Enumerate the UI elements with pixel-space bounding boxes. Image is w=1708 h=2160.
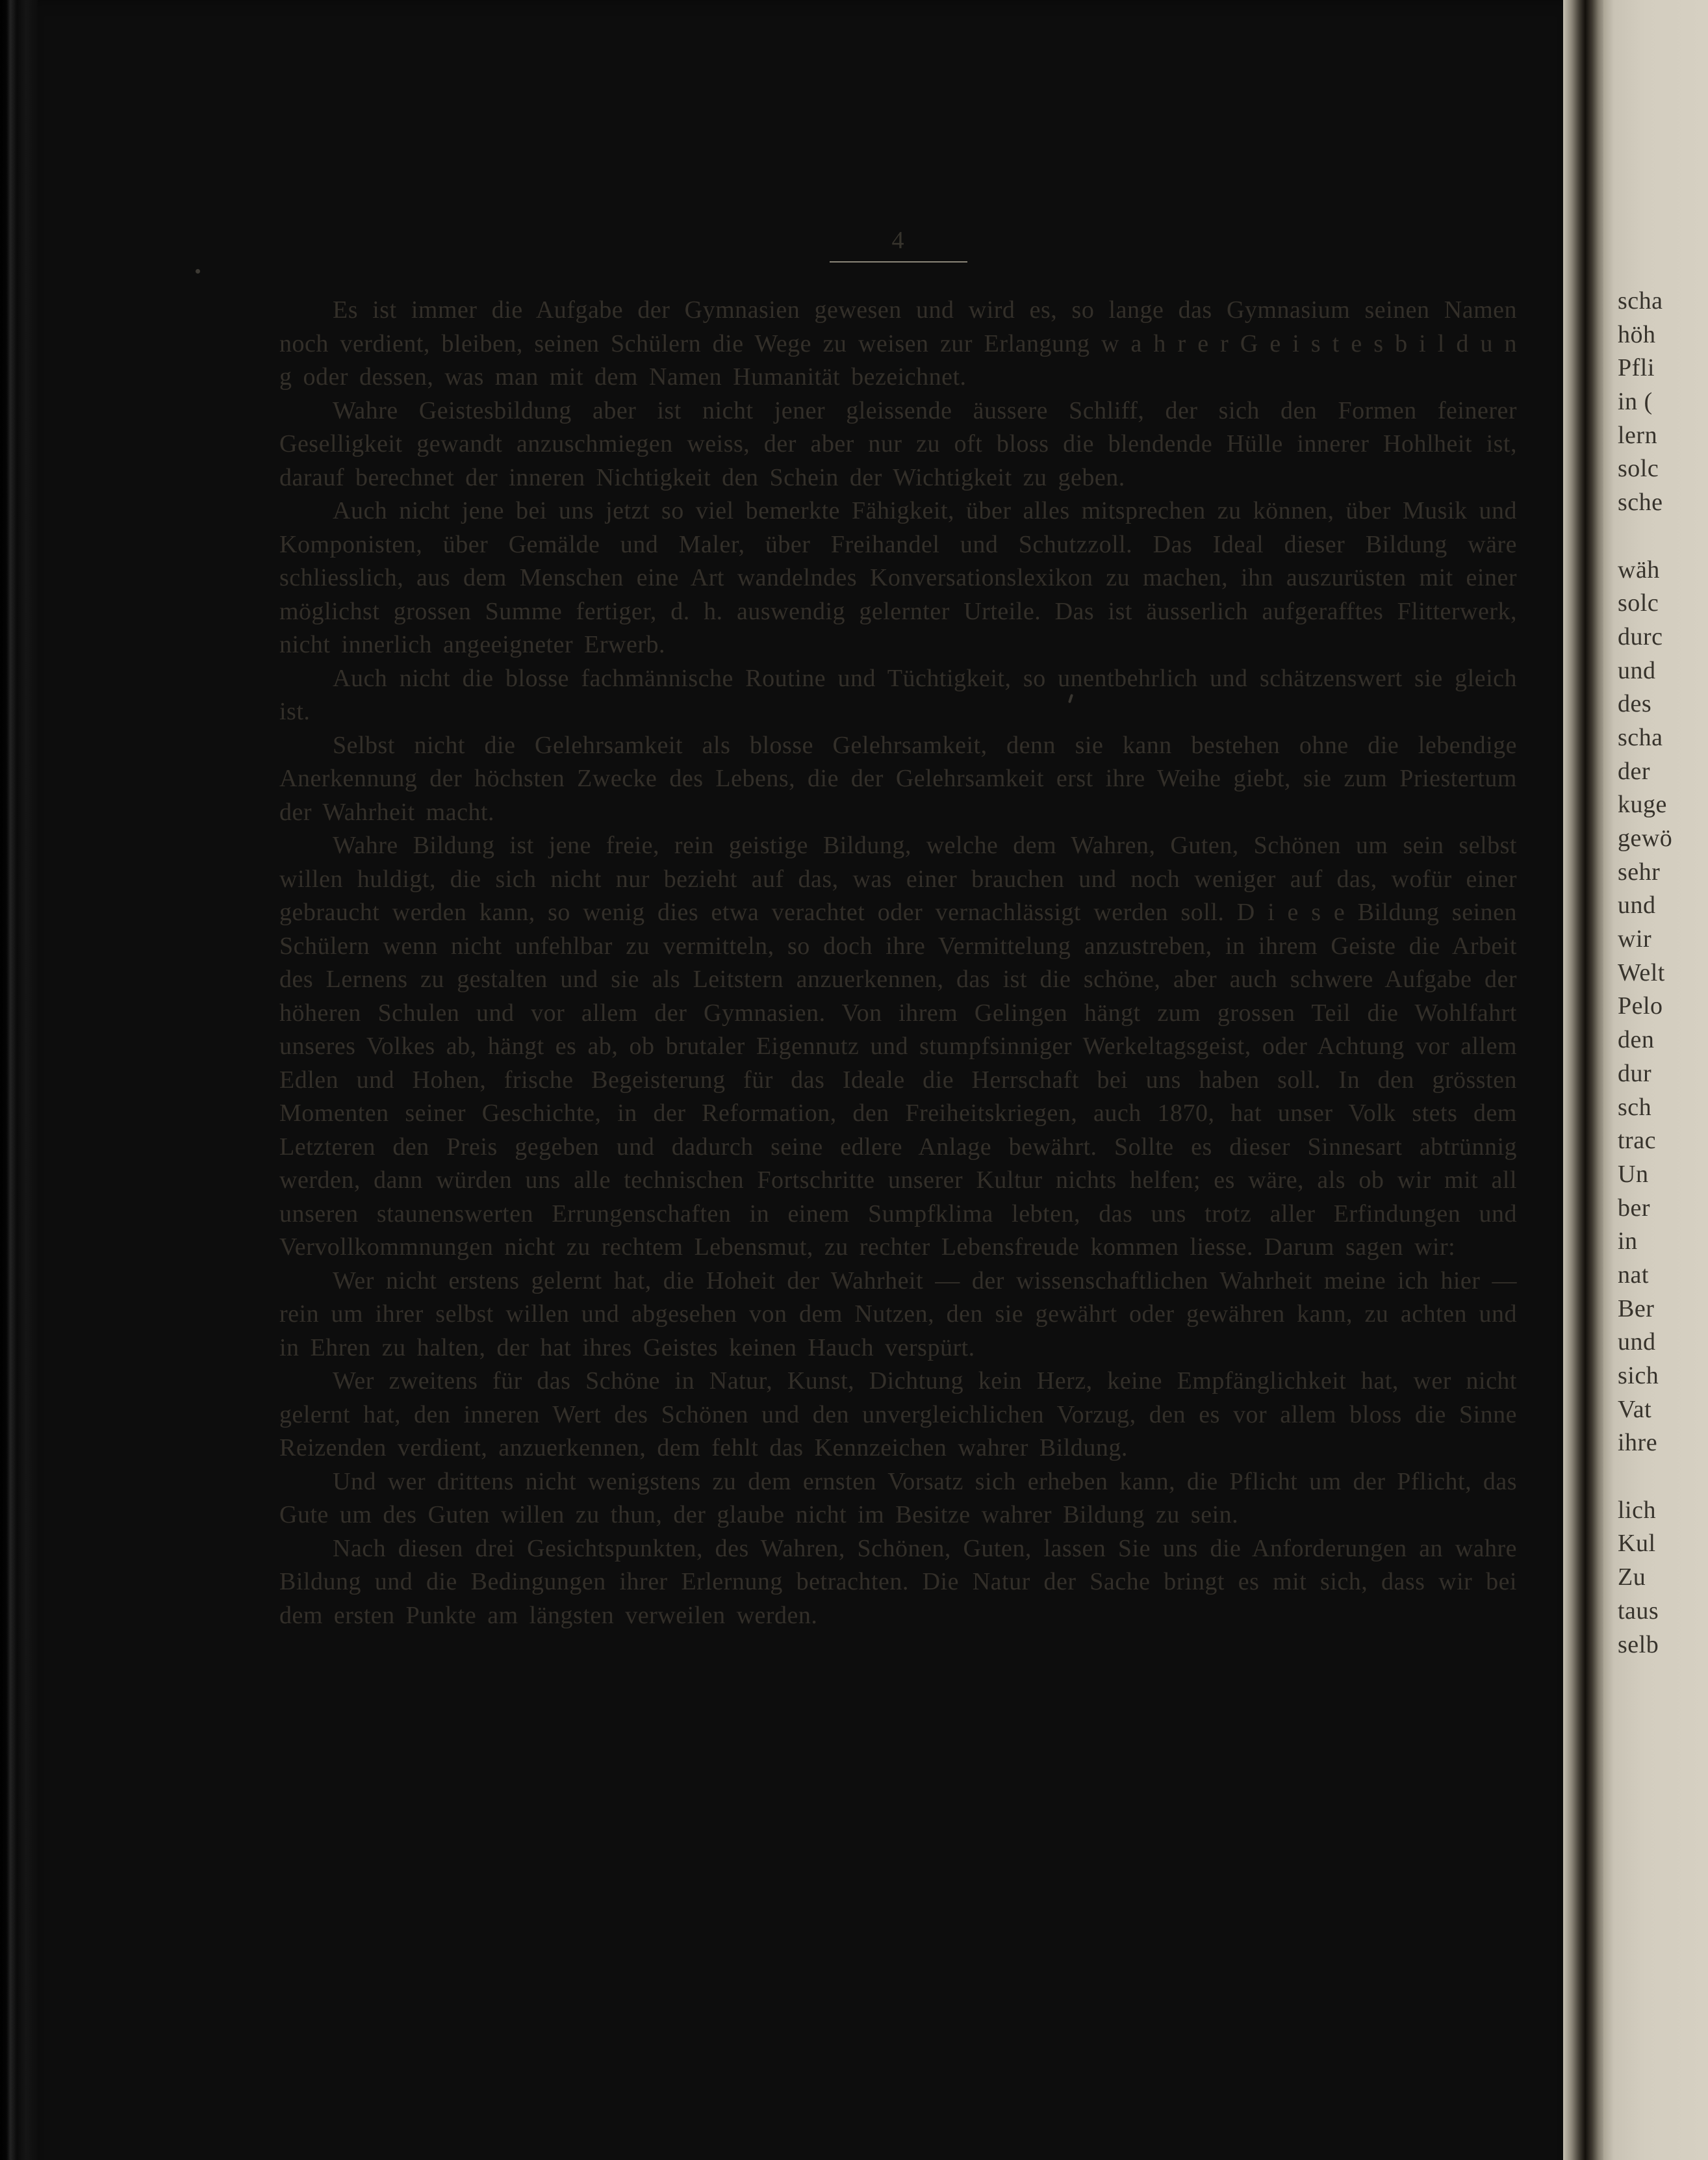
next-page-line-fragment: höh [1618,320,1656,348]
paragraph: Nach diesen drei Gesichtspunkten, des Wahren, Schönen, Guten, lassen Sie uns die Anforderungen an wahre Bildung und die Bedingungen ihrer Erlernung betrachten. Die Natur der Sache bringt es mit sich, dass wir bei dem ersten Punkte am längsten verweilen werden. [279,1534,1517,1629]
next-page-line-fragment: dur [1618,1059,1652,1087]
next-page-line-fragment: sich [1618,1362,1659,1389]
next-page-line-fragment: solc [1618,455,1659,483]
page-number: 4 [891,227,905,254]
next-page-line-fragment: in ( [1618,388,1653,416]
next-page-edge [1603,0,1708,2160]
next-page-line-fragment: taus [1618,1597,1659,1625]
paragraph: Wer zweitens für das Schöne in Natur, Kunst, Dichtung kein Herz, keine Empfänglichkeit hat, wer nicht gelernt hat, den inneren Wert des Schönen und den unvergleichlichen Vorzug, den es vor allem bloss die Sinne Reizenden verdient, anzuerkennen, dem fehlt das Kennzeichen wahrer Bildung. [279,1367,1517,1461]
next-page-line-fragment: des [1618,690,1652,718]
paragraph: Wahre Bildung ist jene freie, rein geistige Bildung, welche dem Wahren, Guten, Schönen um sein selbst willen huldigt, die sich nicht nur bezieht auf das, was einer brauchen und noch weniger auf das, wofür einer gebraucht werden kann, so wenig dies etwa verachtet oder vernachlässigt werden soll. D i e s e Bildung seinen Schülern wenn nicht unfehlbar zu vermitteln, so doch ihre Vermittelung anzustreben, in ihrem Geiste die Arbeit des Lernens zu gestalten und sie als Leitstern anzuerkennen, das ist die schöne, aber auch schwere Aufgabe der höheren Schulen und vor allem der Gymnasien. Von ihrem Gelingen hängt zum grossen Teil die Wohlfahrt unseres Volkes ab, hängt es ab, ob brutaler Eigennutz und stumpfsinniger Werkeltagsgeist, oder Achtung vor allem Edlen und Hohen, frische Begeisterung für das Ideale die Herrschaft bei uns haben soll. In den grössten Momenten seiner Geschichte, in der Reformation, den Freiheitskriegen, auch 1870, hat unser Volk stets dem Letzteren den Preis gegeben und dadurch seine edlere Anlage bewährt. Sollte es dieser Sinnesart abtrünnig werden, dann würden uns alle technischen Fortschritte unserer Kultur nichts helfen; es wäre, als ob wir mit all unseren staunenswerten Errungenschaften in einem Sumpfklima lebten, das uns trotz aller Erfindungen und Vervollkommnungen nicht zu rechtem Lebensmut, zu rechter Lebensfreude kommen liesse. Darum sagen wir: [279,832,1517,1261]
left-page [38,0,1563,2160]
next-page-line-fragment: Un [1618,1160,1649,1188]
next-page-line-fragment: solc [1618,589,1659,617]
paragraph: Es ist immer die Aufgabe der Gymnasien gewesen und wird es, so lange das Gymnasium seinen Namen noch verdient, bleiben, seinen Schülern die Wege zu weisen zur Erlangung w a h r e r G e i s t e s b i l d u n g oder dessen, was man mit dem Namen Humanität bezeichnet. [279,296,1517,391]
next-page-line-fragment: scha [1618,287,1663,315]
next-page-line-fragment: lern [1618,421,1658,449]
next-page-line-fragment: durc [1618,623,1663,650]
page-header [279,226,1517,263]
next-page-line-fragment: nat [1618,1261,1649,1289]
next-page-line-fragment: ber [1618,1194,1651,1222]
next-page-line-fragment: sehr [1618,858,1661,886]
paragraph: Auch nicht jene bei uns jetzt so viel bemerkte Fähigkeit, über alles mitsprechen zu können, über Musik und Komponisten, über Gemälde und Maler, über Freihandel und Schutzzoll. Das Ideal dieser Bildung wäre schliesslich, aus dem Menschen eine Art wandelndes Konversationslexikon zu machen, ihn auszurüsten mit einer möglichst grossen Summe fertiger, d. h. auswendig gelernter Urteile. Das ist äusserlich aufgerafftes Flitterwerk, nicht innerlich angeeigneter Erwerb. [279,497,1517,658]
page-gutter-shadow [1563,0,1603,2160]
next-page-line-fragment: scha [1618,723,1663,751]
next-page-line-fragment: der [1618,757,1651,785]
page-number-rule [830,261,967,263]
paragraph: Auch nicht die blosse fachmännische Routine und Tüchtigkeit, so unentbehrlich und schätzenswert sie gleich ist. [279,664,1517,725]
next-page-line-fragment: Vat [1618,1395,1652,1423]
paragraph: Wahre Geistesbildung aber ist nicht jener gleissende äussere Schliff, der sich den Formen feinerer Geselligkeit gewandt anzuschmiegen weiss, der aber nur zu oft bloss die blendende Hülle innerer Hohlheit ist, darauf berechnet der inneren Nichtigkeit den Schein der Wichtigkeit zu geben. [279,396,1517,491]
next-page-line-fragment: kuge [1618,791,1667,819]
next-page-line-fragment: wir [1618,925,1652,953]
next-page-line-fragment: sch [1618,1093,1652,1121]
next-page-line-fragment: Pfli [1618,354,1655,382]
scan-speck [196,269,200,274]
next-page-line-fragment: Pelo [1618,992,1663,1020]
next-page-line-fragment: trac [1618,1127,1656,1155]
next-page-line-fragment: und [1618,892,1656,919]
next-page-line-fragment: den [1618,1026,1655,1054]
next-page-line-fragment: Ber [1618,1294,1655,1322]
next-page-line-fragment: selb [1618,1630,1659,1658]
next-page-line-fragment [1618,520,1708,554]
next-page-line-fragment: Zu [1618,1563,1646,1591]
next-page-line-fragment: in [1618,1228,1638,1255]
paragraph: Selbst nicht die Gelehrsamkeit als blosse Gelehrsamkeit, denn sie kann bestehen ohne die lebendige Anerkennung der höchsten Zwecke des Lebens, die der Gelehrsamkeit erst ihre Weihe giebt, sie zum Priestertum der Wahrheit macht. [279,731,1517,826]
next-page-line-fragment: ihre [1618,1429,1658,1457]
next-page-line-fragment: und [1618,1328,1656,1356]
next-page-line-fragment: Welt [1618,958,1665,986]
next-page-text-fragments [1618,285,1708,1662]
next-page-line-fragment: und [1618,656,1656,684]
next-page-line-fragment: gewö [1618,825,1673,852]
next-page-line-fragment [1618,1460,1708,1494]
body-text-block [279,294,1517,1632]
next-page-line-fragment: sche [1618,489,1663,517]
next-page-line-fragment: lich [1618,1496,1656,1524]
next-page-line-fragment: Kul [1618,1530,1656,1558]
paragraph: Wer nicht erstens gelernt hat, die Hoheit der Wahrheit — der wissenschaftlichen Wahrheit meine ich hier — rein um ihrer selbst willen und abgesehen von dem Nutzen, den sie gewährt oder gewähren kann, zu achten und in Ehren zu halten, der hat ihres Geistes keinen Hauch verspürt. [279,1266,1517,1361]
paragraph: Und wer drittens nicht wenigstens zu dem ernsten Vorsatz sich erheben kann, die Pflicht um der Pflicht, das Gute um des Guten willen zu thun, der glaube nicht im Besitze wahrer Bildung zu sein. [279,1467,1517,1528]
next-page-line-fragment: wäh [1618,556,1660,584]
